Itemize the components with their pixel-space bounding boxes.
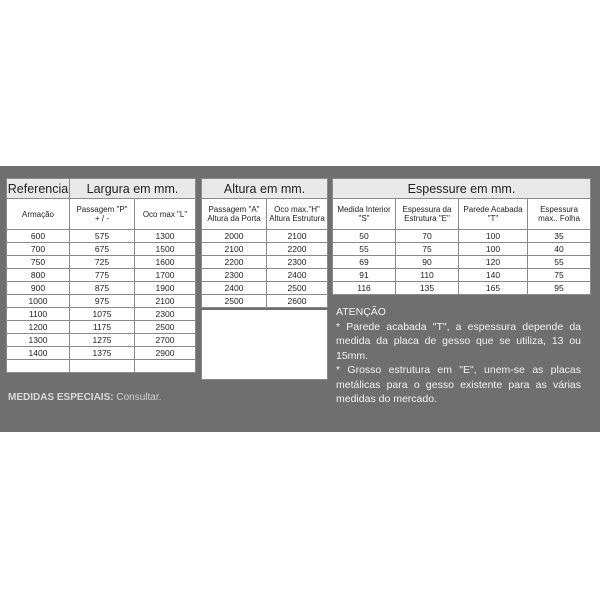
table-cell: 2200 (202, 256, 267, 269)
table-cell: 55 (528, 256, 591, 269)
table-row (7, 321, 196, 334)
col-header-espessura-folha: Espessura max.. Folha (528, 199, 591, 230)
table-cell: 90 (396, 256, 459, 269)
table-cell: 2500 (202, 295, 267, 308)
table-cell: 2100 (135, 295, 196, 308)
table-cell: 100 (459, 230, 528, 243)
table-cell: 70 (396, 230, 459, 243)
col-header-armacao: Armação (7, 199, 70, 230)
table-row (7, 243, 196, 256)
table-cell: 2300 (135, 308, 196, 321)
table-cell: 1600 (135, 256, 196, 269)
table-cell: 2400 (202, 282, 267, 295)
table-cell: 2100 (202, 243, 267, 256)
table-cell: 95 (528, 282, 591, 295)
table-cell: 700 (7, 243, 70, 256)
width-table-body (7, 230, 196, 373)
table-cell: 1900 (135, 282, 196, 295)
reference-header: Referencia (7, 179, 70, 199)
special-label: MEDIDAS ESPECIAIS: (8, 392, 114, 403)
table-row (7, 282, 196, 295)
thickness-header: Espessure em mm. (333, 179, 591, 199)
table-row (333, 230, 591, 243)
col-header-parede-acabada: Parede Acabada "T" (459, 199, 528, 230)
table-cell: 135 (396, 282, 459, 295)
table-cell: 2900 (135, 347, 196, 360)
table-cell: 2700 (135, 334, 196, 347)
table-cell: 2500 (135, 321, 196, 334)
table-cell: 1700 (135, 269, 196, 282)
thickness-table (332, 178, 591, 295)
table-cell: 1400 (7, 347, 70, 360)
height-table-body (202, 230, 328, 308)
col-header-passagem-p: Passagem "P" + / - (70, 199, 135, 230)
table-cell (70, 360, 135, 373)
table-cell: 2000 (202, 230, 267, 243)
table-row (7, 295, 196, 308)
col-header-oco-max-l: Oco max "L" (135, 199, 196, 230)
table-row (7, 360, 196, 373)
note-line-1: * Parede acabada "T", a espessura depende da medida da placa de gesso que se utiliza, 13 ou 15mm. (336, 320, 581, 362)
table-row (333, 256, 591, 269)
table-row (202, 269, 328, 282)
table-cell: 800 (7, 269, 70, 282)
table-row (333, 269, 591, 282)
col-header-passagem-a: Passagem "A" Altura da Porta (202, 199, 267, 230)
col-header-oco-max-h: Oco max."H" Altura Estrutura (267, 199, 328, 230)
table-cell: 775 (70, 269, 135, 282)
table-cell: 2300 (202, 269, 267, 282)
table-row (7, 269, 196, 282)
table-cell: 725 (70, 256, 135, 269)
table-cell: 35 (528, 230, 591, 243)
table-row (333, 282, 591, 295)
table-cell: 575 (70, 230, 135, 243)
table-cell: 1375 (70, 347, 135, 360)
table-cell: 110 (396, 269, 459, 282)
table-cell: 1175 (70, 321, 135, 334)
table-cell: 2100 (267, 230, 328, 243)
note-heading: ATENÇÃO (336, 306, 386, 318)
table-row (202, 230, 328, 243)
table-cell: 1500 (135, 243, 196, 256)
table-cell: 2500 (267, 282, 328, 295)
table-row (202, 282, 328, 295)
table-cell: 2200 (267, 243, 328, 256)
table-cell: 2400 (267, 269, 328, 282)
table-cell: 165 (459, 282, 528, 295)
table-row (7, 308, 196, 321)
table-cell (135, 360, 196, 373)
table-cell: 100 (459, 243, 528, 256)
table-cell: 1000 (7, 295, 70, 308)
table-cell: 750 (7, 256, 70, 269)
table-cell: 875 (70, 282, 135, 295)
table-row (202, 295, 328, 308)
table-row (202, 256, 328, 269)
table-cell: 975 (70, 295, 135, 308)
table-cell: 1075 (70, 308, 135, 321)
table-cell: 1200 (7, 321, 70, 334)
special-measures (8, 392, 161, 403)
table-row (7, 230, 196, 243)
table-cell: 91 (333, 269, 396, 282)
table-cell: 2600 (267, 295, 328, 308)
table-cell: 75 (396, 243, 459, 256)
table-cell (7, 360, 70, 373)
height-table-blank (201, 310, 328, 380)
height-table (201, 178, 328, 308)
table-cell: 40 (528, 243, 591, 256)
table-cell: 1275 (70, 334, 135, 347)
note-line-2: * Grosso estrutura em "E", unem-se as placas metálicas para o gesso existente para as várias medidas do mercado. (336, 364, 581, 405)
width-table (6, 178, 196, 373)
table-cell: 1100 (7, 308, 70, 321)
table-cell: 900 (7, 282, 70, 295)
special-value: Consultar. (116, 392, 162, 403)
table-cell: 116 (333, 282, 396, 295)
table-cell: 50 (333, 230, 396, 243)
table-cell: 1300 (135, 230, 196, 243)
table-row (7, 334, 196, 347)
table-row (7, 347, 196, 360)
table-cell: 2300 (267, 256, 328, 269)
col-header-medida-interior: Medida Interior "S" (333, 199, 396, 230)
col-header-espessura-estrutura: Espessura da Estrutura "E" (396, 199, 459, 230)
table-cell: 140 (459, 269, 528, 282)
table-cell: 120 (459, 256, 528, 269)
table-row (333, 243, 591, 256)
height-header: Altura em mm. (202, 179, 328, 199)
table-cell: 600 (7, 230, 70, 243)
table-cell: 1300 (7, 334, 70, 347)
table-cell: 75 (528, 269, 591, 282)
attention-note (336, 305, 581, 407)
table-row (7, 256, 196, 269)
table-row (202, 243, 328, 256)
table-cell: 675 (70, 243, 135, 256)
thickness-table-body (333, 230, 591, 295)
table-cell: 55 (333, 243, 396, 256)
table-cell: 69 (333, 256, 396, 269)
width-header: Largura em mm. (70, 179, 196, 199)
